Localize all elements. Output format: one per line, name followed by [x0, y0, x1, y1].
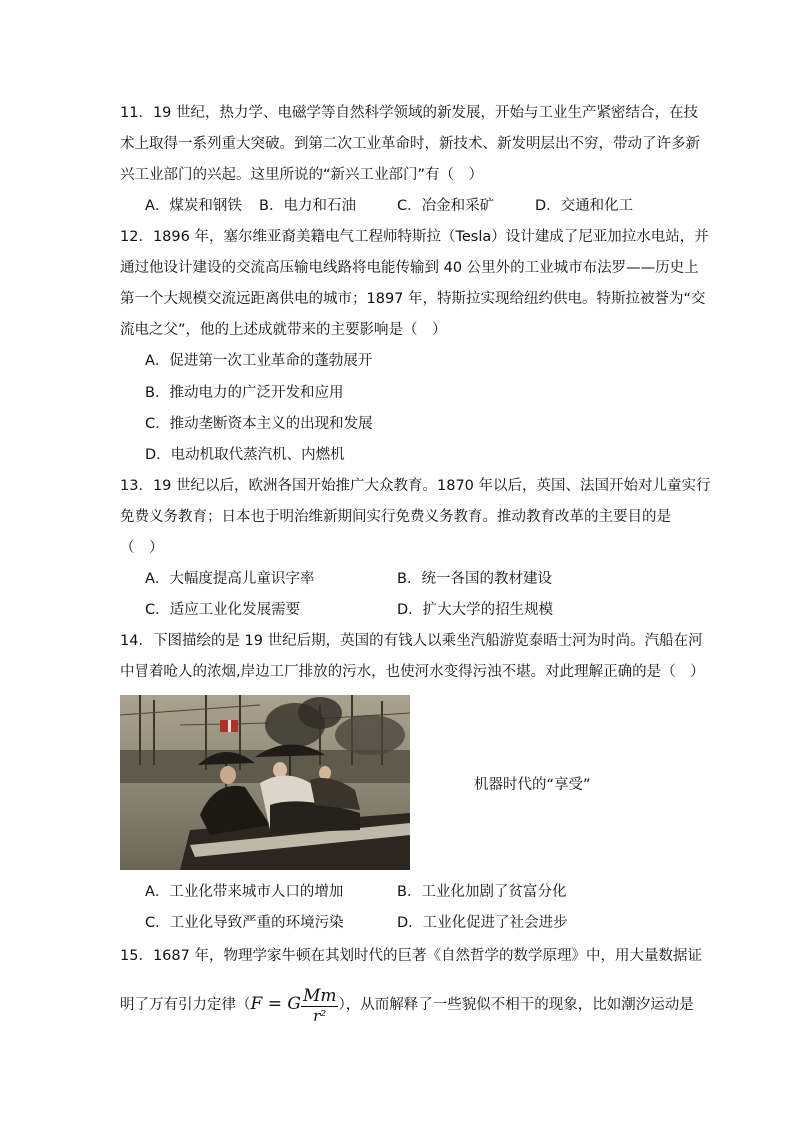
- q12-option-a: A．促进第一次工业革命的蓬勃展开: [145, 353, 373, 369]
- q15-line-2-before: 明了万有引力定律（: [120, 997, 251, 1013]
- q13-line-1: 13．19 世纪以后，欧洲各国开始推广大众教育。1870 年以后，英国、法国开始对儿童实行: [120, 478, 711, 494]
- formula-fraction: [301, 986, 339, 1025]
- q12-line-4: 流电之父”，他的上述成就带来的主要影响是（ ）: [120, 322, 447, 338]
- q11-option-b: B．电力和石油: [259, 198, 356, 214]
- q14-option-b: B．工业化加剧了贫富分化: [397, 884, 567, 900]
- q12-line-1: 12．1896 年，塞尔维亚裔美籍电气工程师特斯拉（Tesla）设计建成了尼亚加拉水电站，并: [120, 229, 709, 245]
- q12-line-3: 第一个大规模交流远距离供电的城市；1897 年，特斯拉实现给纽约供电。特斯拉被誉为“交: [120, 291, 706, 307]
- q12-option-b: B．推动电力的广泛开发和应用: [145, 385, 344, 401]
- q14-line-1: 14．下图描绘的是 19 世纪后期，英国的有钱人以乘坐汽船游览泰晤士河为时尚。汽船在河: [120, 633, 703, 649]
- q11-option-d: D．交通和化工: [535, 198, 634, 214]
- painting-caption: 机器时代的“享受”: [474, 777, 591, 793]
- q13-option-a: A．大幅度提高儿童识字率: [145, 571, 315, 587]
- q15-line-2: [120, 984, 694, 1025]
- q14-option-d: D．工业化促进了社会进步: [397, 915, 568, 931]
- q13-option-c: C．适应工业化发展需要: [145, 602, 301, 618]
- q14-line-2: 中冒着呛人的浓烟,岸边工厂排放的污水，也使河水变得污浊不堪。对此理解正确的是（ ）: [120, 664, 705, 680]
- q12-option-c: C．推动垄断资本主义的出现和发展: [145, 416, 373, 432]
- q15-line-2-after: ），从而解释了一些貌似不相干的现象，比如潮汐运动是: [338, 997, 694, 1013]
- q11-option-c: C．冶金和采矿: [397, 198, 495, 214]
- q14-option-c: C．工业化导致严重的环境污染: [145, 915, 344, 931]
- q13-line-3: （ ）: [120, 540, 164, 556]
- formula-lhs: F = G: [250, 994, 301, 1014]
- q11-line-2: 术上取得一系列重大突破。到第二次工业革命时，新技术、新发明层出不穷，带动了许多新: [120, 136, 700, 152]
- formula-numerator: Mm: [302, 985, 337, 1006]
- painting-image: [120, 695, 410, 870]
- q11-line-1: 11．19 世纪，热力学、电磁学等自然科学领域的新发展，开始与工业生产紧密结合，在技: [120, 105, 699, 121]
- q14-option-a: A．工业化带来城市人口的增加: [145, 884, 344, 900]
- q13-option-d: D．扩大大学的招生规模: [397, 602, 554, 618]
- q12-option-d: D．电动机取代蒸汽机、内燃机: [145, 447, 345, 463]
- q13-option-b: B．统一各国的教材建设: [397, 571, 552, 587]
- q12-line-2: 通过他设计建设的交流高压输电线路将电能传输到 40 公里外的工业城市布法罗——历史上: [120, 260, 699, 276]
- formula-denominator: r²: [313, 1006, 327, 1025]
- q13-line-2: 免费义务教育；日本也于明治维新期间实行免费义务教育。推动教育改革的主要目的是: [120, 509, 671, 525]
- q15-line-1: 15．1687 年，物理学家牛顿在其划时代的巨著《自然哲学的数学原理》中，用大量数据证: [120, 948, 702, 964]
- q11-option-a: A．煤炭和钢铁: [145, 198, 242, 214]
- q11-line-3: 兴工业部门的兴起。这里所说的“新兴工业部门”有（ ）: [120, 167, 484, 183]
